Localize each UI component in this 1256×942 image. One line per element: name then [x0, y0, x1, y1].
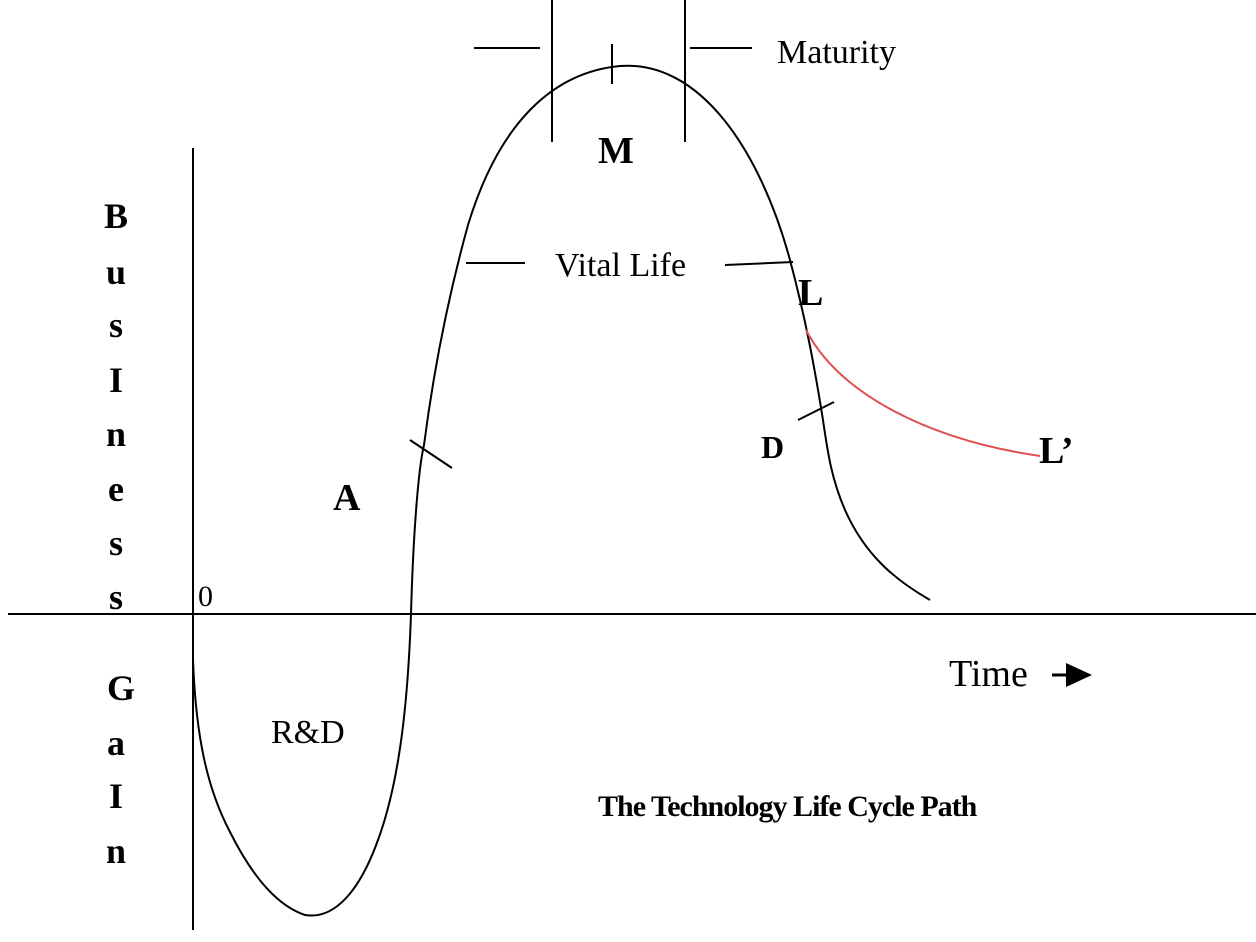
y-axis-letter: I [108, 776, 124, 816]
y-axis-letter: s [108, 577, 124, 617]
time-axis-label: Time [949, 653, 1028, 695]
y-axis-letter: G [106, 668, 136, 708]
stage-l-prime-label: L’ [1039, 430, 1074, 472]
stage-a-label: A [333, 477, 361, 519]
y-axis-letter: B [103, 196, 129, 236]
y-axis-letter: n [105, 831, 127, 871]
y-axis-letter: s [108, 305, 124, 345]
maturity-label: Maturity [777, 34, 896, 71]
diagram-title: The Technology Life Cycle Path [598, 790, 977, 823]
vital-life-label: Vital Life [555, 247, 687, 284]
life-cycle-curve [193, 66, 930, 916]
y-axis-letter: u [105, 252, 127, 292]
y-axis-upper-word [104, 196, 128, 617]
stage-m-label: M [598, 130, 634, 172]
y-axis-letter: s [108, 523, 124, 563]
decline-tick-mark [798, 402, 834, 420]
y-axis-letter: n [105, 414, 127, 454]
y-axis-letter: I [108, 360, 124, 400]
y-axis-letter: e [108, 469, 124, 509]
stage-d-label: D [761, 429, 785, 465]
vital-life-right-line [725, 262, 793, 265]
adoption-tick-mark [410, 440, 452, 468]
y-axis-letter: a [107, 723, 125, 763]
rd-label: R&D [271, 714, 345, 751]
origin-label: 0 [198, 580, 213, 613]
time-arrow-icon [1066, 663, 1092, 687]
stage-l-label: L [798, 272, 824, 314]
y-axis-lower-word [106, 668, 135, 871]
extended-life-curve [806, 330, 1040, 456]
